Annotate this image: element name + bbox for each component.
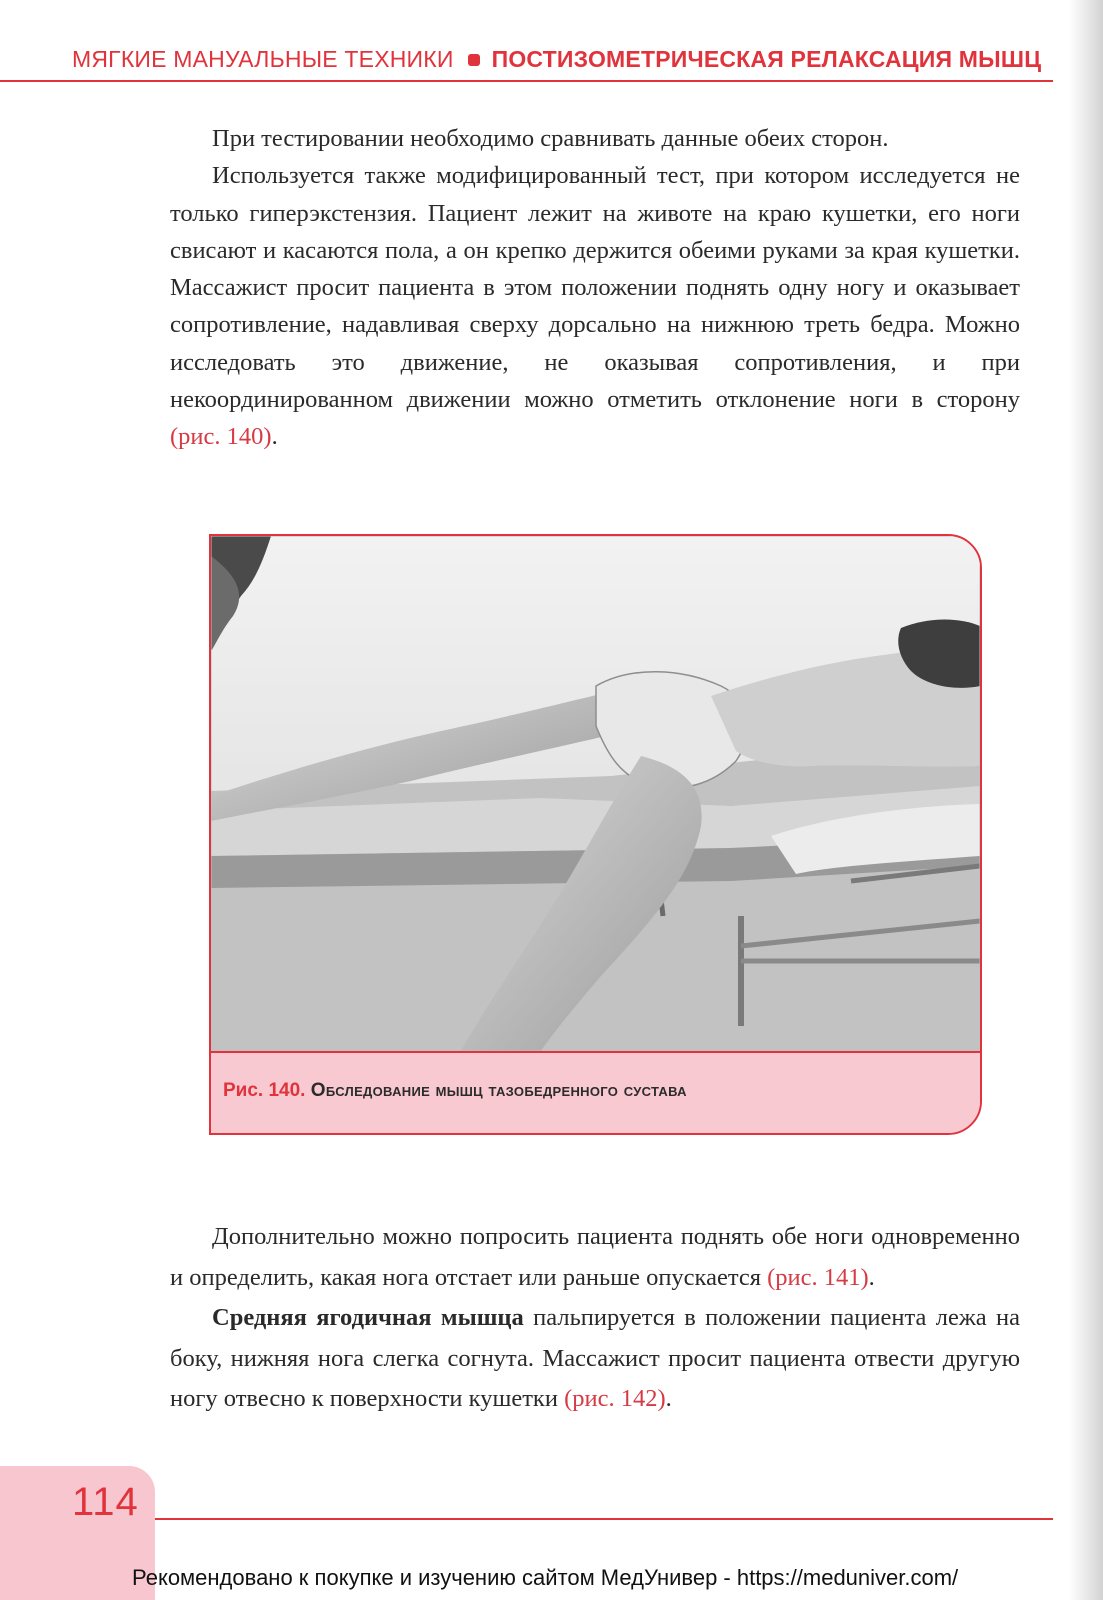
figure-ref-141[interactable]: (рис. 141) — [767, 1263, 869, 1291]
running-header — [72, 46, 1052, 73]
term-gluteus-medius: Средняя ягодичная мышца — [212, 1304, 524, 1331]
paragraph-text: Используется также модифицированный тест, при котором исследуется не только гиперэкстензия. Пациент лежит на животе на краю кушетки, его ноги свисают и касаются пола, а он крепко держится обеими руками за края кушетки. Массажист просит пациента в этом положении поднять одну ногу и оказывает сопротивление, надавливая сверху дорсально на нижнюю треть бедра. Можно исследовать это движение, не оказывая сопротивления, и при некоординированном движении можно отметить отклонение ноги в сторону — [170, 162, 1020, 414]
paragraph-end: . — [271, 423, 278, 451]
paragraph-both-legs — [170, 1217, 1020, 1298]
header-section: МЯГКИЕ МАНУАЛЬНЫЕ ТЕХНИКИ — [72, 46, 454, 72]
paragraph-text: При тестировании необходимо сравнивать данные обеих сторон. — [212, 125, 889, 152]
figure-140 — [209, 534, 982, 1135]
figure-ref-140[interactable]: (рис. 140) — [170, 423, 272, 451]
footer-rule — [155, 1518, 1053, 1520]
figure-caption — [223, 1080, 687, 1102]
body-text-top — [170, 120, 1020, 456]
figure-caption-bar — [211, 1051, 980, 1135]
header-rule — [0, 80, 1053, 82]
paragraph-end: . — [868, 1263, 875, 1291]
paragraph-text: Дополнительно можно попросить пациента поднять обе ноги одновременно и определить, какая нога отстает или раньше опускается — [170, 1223, 1020, 1291]
paragraph-gluteus-medius — [170, 1298, 1020, 1420]
page-number: 114 — [72, 1480, 139, 1524]
figure-title: Обследование мышц тазобедренного сустава — [310, 1080, 687, 1101]
paragraph-end: . — [665, 1385, 672, 1412]
watermark-text: Рекомендовано к покупке и изучению сайтом МедУнивер - https://meduniver.com/ — [132, 1565, 959, 1590]
body-text-bottom — [170, 1217, 1020, 1420]
figure-label: Рис. 140. — [223, 1080, 306, 1101]
paragraph-modified-test — [170, 157, 1020, 455]
figure-photo — [211, 536, 980, 1051]
paragraph-compare-sides — [170, 120, 1020, 157]
header-bullet-icon — [468, 54, 480, 66]
figure-ref-142[interactable]: (рис. 142) — [564, 1385, 666, 1412]
paragraph-text: пальпируется в положении пациента лежа на боку, нижняя нога слегка согнута. Массажист просит пациента отвести другую ногу отвесно к поверхности кушетки — [170, 1304, 1020, 1412]
header-chapter: ПОСТИЗОМЕТРИЧЕСКАЯ РЕЛАКСАЦИЯ МЫШЦ — [491, 46, 1042, 72]
page-edge-shadow — [1069, 0, 1103, 1600]
